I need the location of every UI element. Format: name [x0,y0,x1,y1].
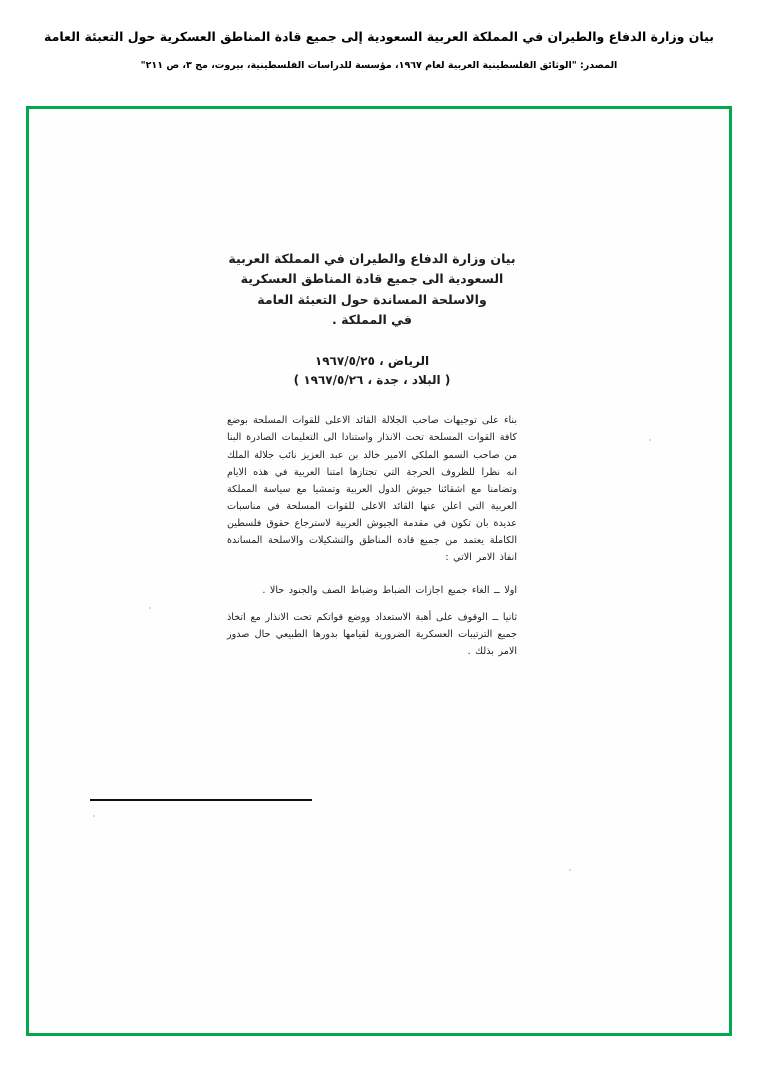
scanned-document-frame [26,106,732,1036]
document-paragraph: اولا ــ الغاء جميع اجازات الضباط وضباط الصف والجنود حالا . [262,584,517,596]
document-title-line: في المملكة . [332,311,412,327]
document-title-line: والاسلحة المساندة حول التعبئة العامة [257,291,487,307]
scan-speck [569,869,571,871]
document-title-line: السعودية الى جميع قادة المناطق العسكرية [240,271,504,287]
scan-speck [649,439,651,441]
horizontal-rule [90,799,312,801]
place-date-line: ( البلاد ، جدة ، ١٩٦٧/٥/٢٦ ) [293,373,451,388]
scan-speck [149,607,151,609]
document-title [227,249,517,330]
page-title: بيان وزارة الدفاع والطيران في المملكة العربية السعودية إلى جميع قادة المناطق العسكرية حول التعبئة العامة [44,29,714,44]
document-paragraph: بناء على توجيهات صاحب الجلالة القائد الاعلى للقوات المسلحة بوضع كافة القوات المسلحة تحت الانذار واستنادا الى التعليمات الصادرة البنا من صاحب السمو الملكي الامير خالد بن عبد العزيز نائب جلالة الملك انه نظرا للظروف الحرجة التي تجتازها امتنا العربية في هذه الايام وتضامنا مع اشقائنا جيوش الدول العربية وتمشيا مع سياسة المملكة العربية التي اعلن عنها القائد الاعلى للقوات المسلحة في مناسبات عديدة بان تكون في مقدمة الجيوش العربية لاسترجاع حقوق فلسطين الكاملة يعتمد من جميع قادة المناطق والتشكيلات والاسلحة المساندة انفاذ الامر الاتي : [227,415,517,563]
source-citation: المصدر: "الوثائق الفلسطينية العربية لعام ١٩٦٧، مؤسسة للدراسات الفلسطينية، بيروت، مج ٣، ص ٢١١" [140,59,618,71]
place-date-line: الرياض ، ١٩٦٧/٥/٢٥ [314,354,430,368]
scan-speck [93,815,95,817]
document-body [227,249,517,674]
page-header [0,0,758,73]
document-paragraph: ثانيا ــ الوقوف على أهبة الاستعداد ووضع قواتكم تحت الانذار مع اتخاذ جميع الترتيبات العسكرية الضرورية لقيامها بدورها الطبيعي حال صدور الامر بذلك . [227,612,517,658]
document-place-date [227,352,517,390]
document-title-line: بيان وزارة الدفاع والطيران في المملكة العربية [228,251,516,266]
scan-surface [29,109,729,1033]
